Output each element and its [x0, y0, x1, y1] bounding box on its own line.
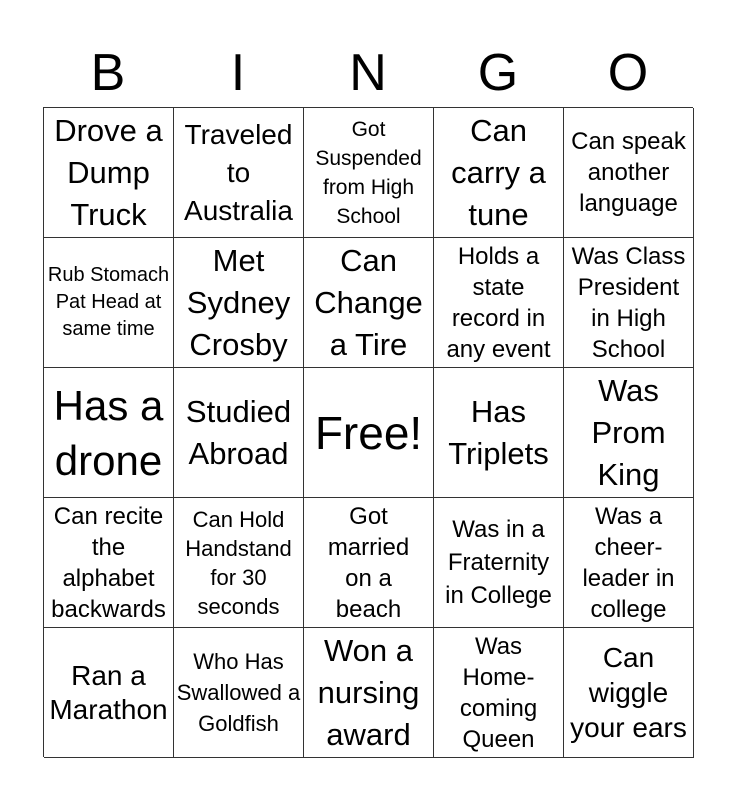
header-letter-o: O: [607, 44, 649, 102]
cell-text: Traveled to Australia: [184, 118, 293, 226]
cell-text: Ran a Marathon: [49, 659, 168, 725]
bingo-header: [43, 42, 693, 104]
bingo-cell[interactable]: [304, 628, 434, 758]
bingo-cell[interactable]: [174, 628, 304, 758]
cell-text: Got married on a beach: [327, 502, 410, 623]
bingo-cell[interactable]: [564, 368, 694, 498]
bingo-cell[interactable]: [174, 498, 304, 628]
cell-text: Met Sydney Crosby: [186, 242, 291, 362]
header-letter-b: B: [90, 44, 126, 102]
cell-text: Can speak another language: [571, 128, 686, 217]
bingo-cell[interactable]: [564, 498, 694, 628]
cell-text: Can recite the alphabet backwards: [51, 502, 166, 623]
cell-text: Studied Abroad: [185, 393, 292, 471]
cell-text: Who Has Swallowed a Goldfish: [176, 649, 301, 736]
bingo-cell[interactable]: [44, 238, 174, 368]
bingo-cell[interactable]: [304, 498, 434, 628]
bingo-cell[interactable]: [174, 368, 304, 498]
cell-text: Holds a state record in any event: [446, 242, 551, 363]
bingo-cell[interactable]: [44, 628, 174, 758]
bingo-cell[interactable]: [304, 238, 434, 368]
bingo-cell[interactable]: [174, 238, 304, 368]
cell-text: Was a cheer-leader in college: [582, 502, 675, 623]
bingo-cell[interactable]: [434, 628, 564, 758]
bingo-cell[interactable]: [564, 238, 694, 368]
cell-text: Can wiggle your ears: [570, 642, 687, 743]
bingo-cell[interactable]: [434, 108, 564, 238]
cell-text: Rub Stomach Pat Head at same time: [47, 264, 170, 340]
bingo-cell[interactable]: [174, 108, 304, 238]
cell-text: Was Class President in High School: [571, 242, 686, 363]
cell-text: Won a nursing award: [317, 632, 420, 752]
cell-text: Drove a Dump Truck: [54, 112, 163, 232]
cell-text: Free!: [314, 406, 423, 459]
bingo-cell[interactable]: [434, 368, 564, 498]
header-letter-n: N: [349, 44, 387, 102]
free-space[interactable]: [304, 368, 434, 498]
cell-text: Got Suspended from High School: [315, 117, 422, 228]
bingo-cell[interactable]: [564, 108, 694, 238]
bingo-cell[interactable]: [44, 368, 174, 498]
bingo-card: [43, 107, 693, 757]
bingo-cell[interactable]: [44, 108, 174, 238]
cell-text: Was in a Fraternity in College: [445, 516, 552, 609]
bingo-cell[interactable]: [434, 238, 564, 368]
bingo-cell[interactable]: [434, 498, 564, 628]
cell-text: Was Prom King: [591, 372, 666, 492]
cell-text: Has a drone: [53, 381, 164, 484]
bingo-cell[interactable]: [44, 498, 174, 628]
cell-text: Can Change a Tire: [314, 242, 423, 362]
cell-text: Has Triplets: [448, 393, 549, 471]
bingo-cell[interactable]: [564, 628, 694, 758]
header-letter-i: I: [230, 44, 246, 102]
bingo-cell[interactable]: [304, 108, 434, 238]
cell-text: Can carry a tune: [451, 112, 546, 232]
cell-text: Can Hold Handstand for 30 seconds: [185, 506, 292, 619]
cell-text: Was Home-coming Queen: [459, 632, 538, 753]
header-letter-g: G: [477, 44, 519, 102]
